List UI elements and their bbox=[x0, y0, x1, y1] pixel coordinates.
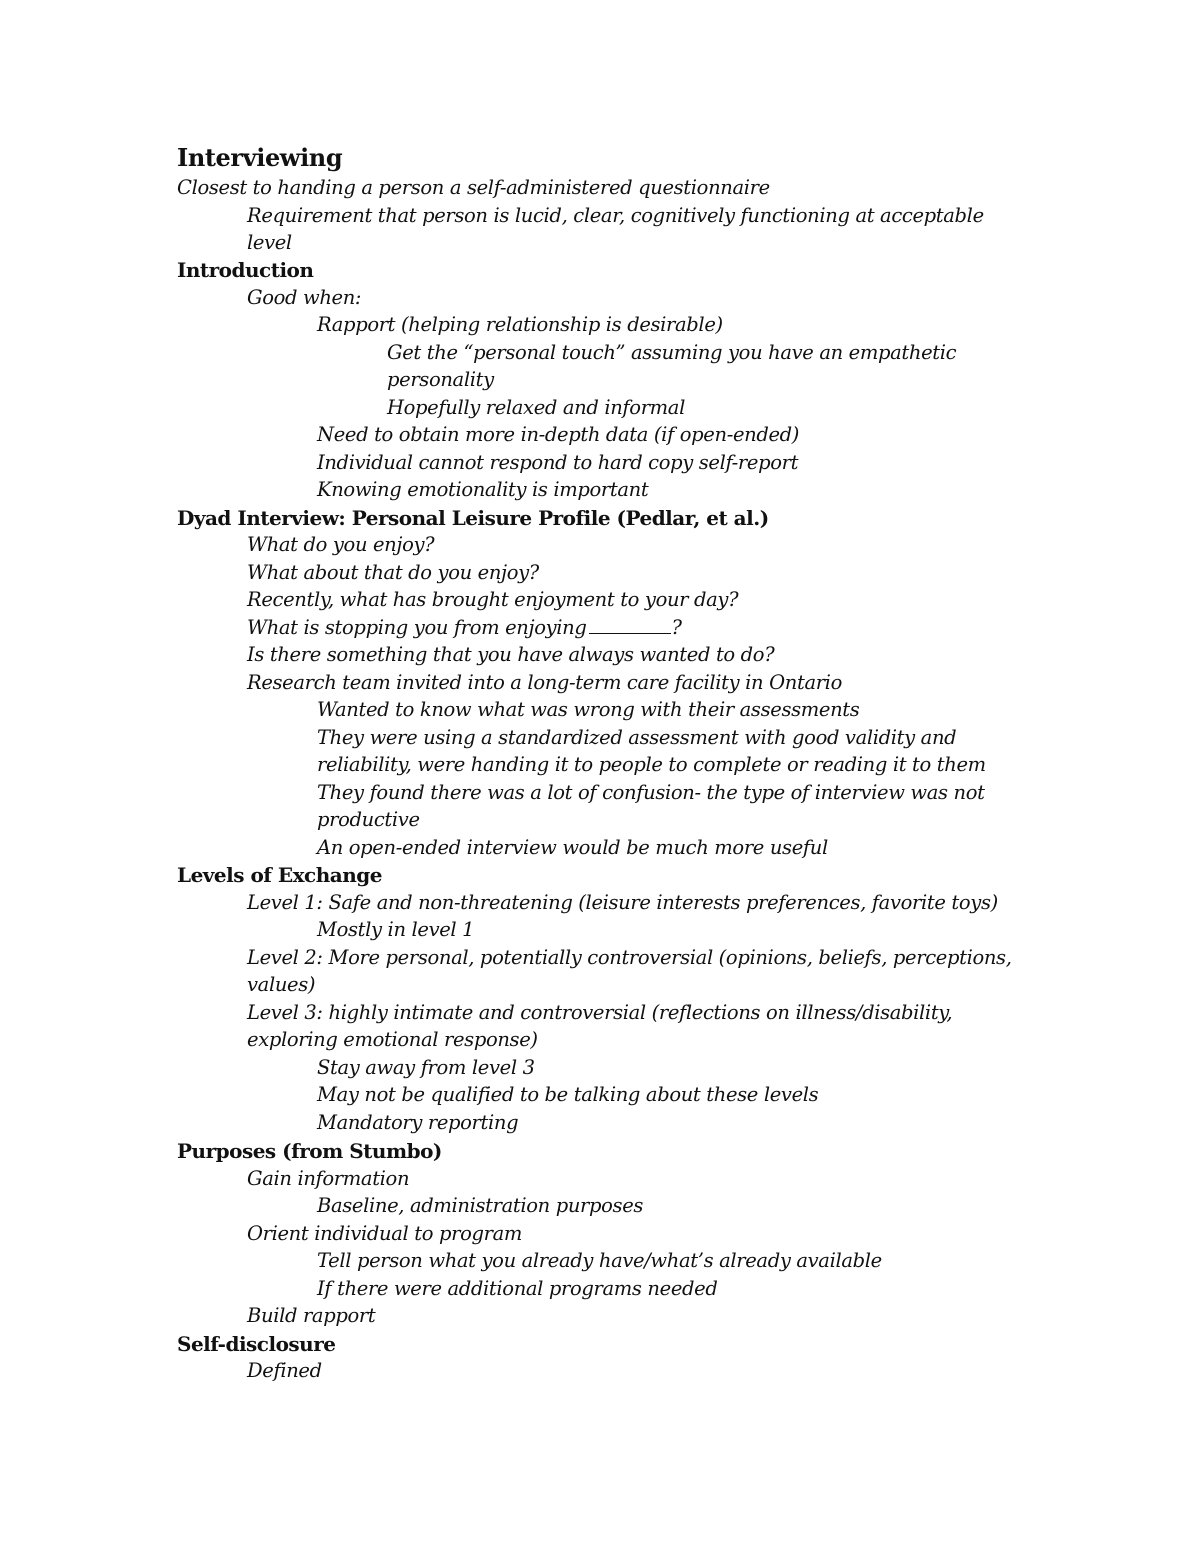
section-heading-dyad-interview: Dyad Interview: Personal Leisure Profile (Pedlar, et al.) bbox=[177, 506, 769, 530]
document-title: Interviewing bbox=[177, 143, 343, 172]
section-heading-introduction: Introduction bbox=[177, 258, 314, 282]
fill-in-blank bbox=[589, 615, 671, 634]
section-heading-self-disclosure: Self-disclosure bbox=[177, 1332, 336, 1356]
document-page: Interviewing Closest to handing a person a self-administered questionnaire Requirement that person is lucid, clear, cognitively functioning at acceptable level Introduction Good when: Rapport (helping relationship is desirable) Get the “personal touch” assuming you have an empathetic personality Hopefully relaxed and informal Need to obtain more in-depth data (if open-ended) Individual cannot respond to hard copy self-report Knowing emotionality is important Dyad Interview: Personal Leisure Profile (Pedlar, et al.) What do you enjoy? What about that do you enjoy? Recently, what has brought enjoyment to your day? What is stopping you from enjoying ? Is there something that you have always wanted to do? Research team invited into a long-term care facility in Ontario Wanted to know what was wrong with their assessments They were using a standardized assessment with good validity and reliability, were handing it to people to complete or reading it to them They found there was a lot of confusion- the type of interview was not productive An open-ended interview would be much more useful Levels of Exchange Level 1: Safe and non-threatening (leisure interests preferences, favorite toys) Mostly in level 1 Level 2: More personal, potentially controversial (opinions, beliefs, perceptions, values) Level 3: highly intimate and controversial (reflections on illness/disability, exploring emotional response) Stay away from level 3 May not be qualified to be talking about these levels Mandatory reporting Purposes (from Stumbo) Gain information Baseline, administration purposes Orient individual to program Tell person what you already have/what’s already available If there were additional programs needed Build rapport Self-disclosure Defined bbox=[177, 143, 1012, 1382]
section-heading-purposes: Purposes (from Stumbo) bbox=[177, 1139, 442, 1163]
section-heading-levels-of-exchange: Levels of Exchange bbox=[177, 863, 382, 887]
